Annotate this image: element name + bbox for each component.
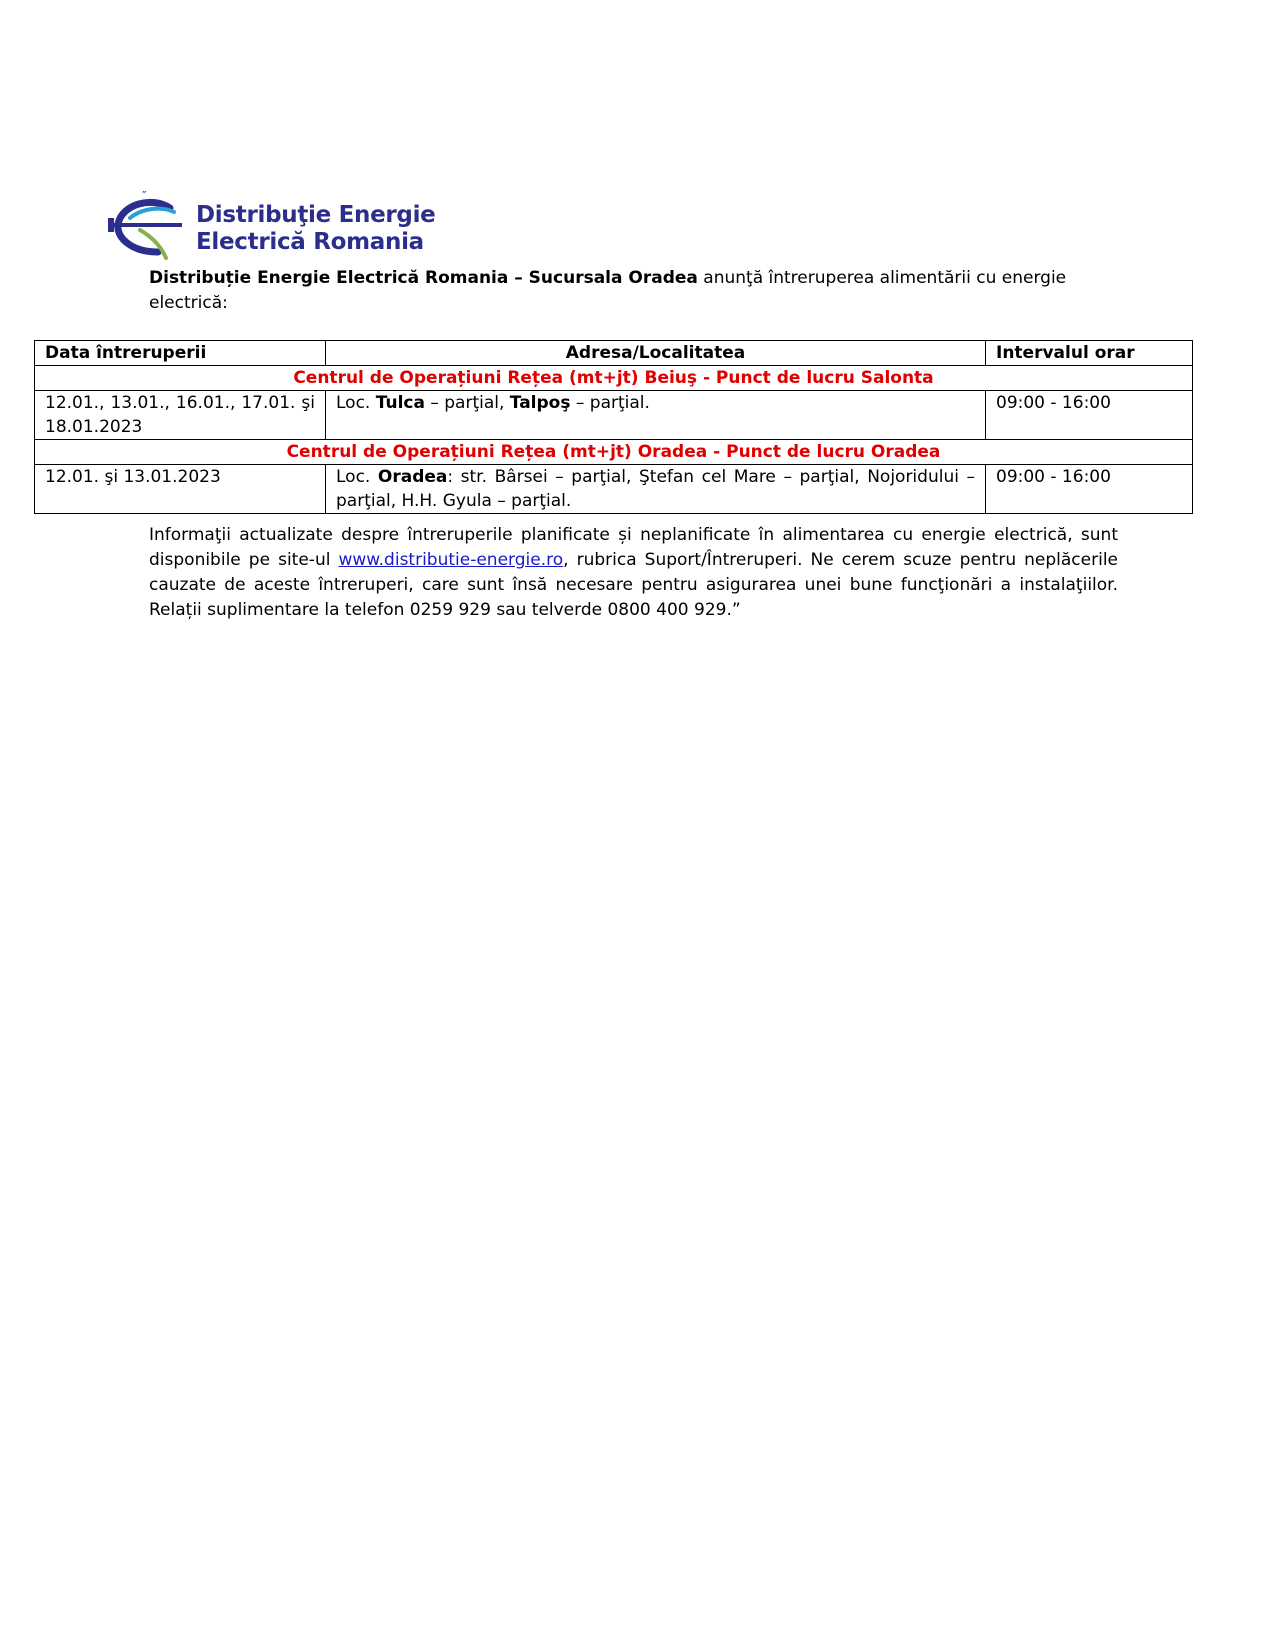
- locality-name: Oradea: [377, 467, 448, 487]
- address-prefix: Loc.: [336, 467, 378, 487]
- section-row: [35, 366, 1193, 391]
- table-row: [35, 465, 1193, 514]
- row-interval: 09:00 - 16:00: [986, 391, 1193, 440]
- intro-paragraph: [149, 266, 1079, 316]
- logo-line-2: Electrică Romania: [196, 229, 424, 255]
- row-address: [326, 465, 986, 514]
- address-part: – parţial.: [570, 393, 650, 413]
- section-title: Centrul de Operațiuni Rețea (mt+jt) Beiuş - Punct de lucru Salonta: [35, 366, 1193, 391]
- logo-wordmark: [196, 202, 435, 256]
- intro-text: anunţă întreruperea alimentării cu energie electrică:: [149, 268, 1067, 313]
- svg-text:″: ″: [142, 190, 147, 203]
- address-part: – parţial,: [424, 393, 510, 413]
- footer-paragraph: [149, 523, 1118, 623]
- intro-company: Distribuție Energie Electrică Romania – Sucursala Oradea: [149, 268, 698, 288]
- website-link[interactable]: www.distributie-energie.ro: [338, 550, 564, 570]
- row-interval: 09:00 - 16:00: [986, 465, 1193, 514]
- address-part: : str. Bârsei – parţial, Ştefan cel Mare – parţial, Nojoridului – parţial, H.H. Gyula – parţial.: [336, 467, 975, 511]
- row-date: 12.01. şi 13.01.2023: [35, 465, 326, 514]
- section-title: Centrul de Operațiuni Rețea (mt+jt) Oradea - Punct de lucru Oradea: [35, 440, 1193, 465]
- locality-name: Tulca: [375, 393, 425, 413]
- section-row: [35, 440, 1193, 465]
- table-header-row: [35, 341, 1193, 366]
- logo-line-1: Distribuţie Energie: [196, 202, 436, 228]
- footer-text: Informaţii actualizate despre întreruperile planificate și neplanificate în alimentarea cu energie electrică, sunt disponibile pe site-ul: [149, 525, 1118, 570]
- address-prefix: Loc.: [336, 393, 376, 413]
- row-date: 12.01., 13.01., 16.01., 17.01. şi 18.01.2023: [35, 391, 326, 440]
- company-logo: [108, 190, 438, 264]
- header-date: Data întreruperii: [35, 341, 326, 366]
- locality-name: Talpoş: [509, 393, 571, 413]
- table-row: [35, 391, 1193, 440]
- footer-text: , rubrica Suport/Întreruperi. Ne cerem scuze pentru neplăcerile cauzate de aceste întreruperi, care sunt însă necesare pentru asigurarea unei bune funcţionări a instalaţiilor. Relații suplimentare la telefon 0259 929 sau telverde 0800 400 929.”: [149, 550, 1119, 620]
- logo-emblem-icon: [108, 190, 196, 264]
- outage-table: [34, 340, 1193, 514]
- header-address: Adresa/Localitatea: [326, 341, 986, 366]
- row-address: [326, 391, 986, 440]
- header-interval: Intervalul orar: [986, 341, 1193, 366]
